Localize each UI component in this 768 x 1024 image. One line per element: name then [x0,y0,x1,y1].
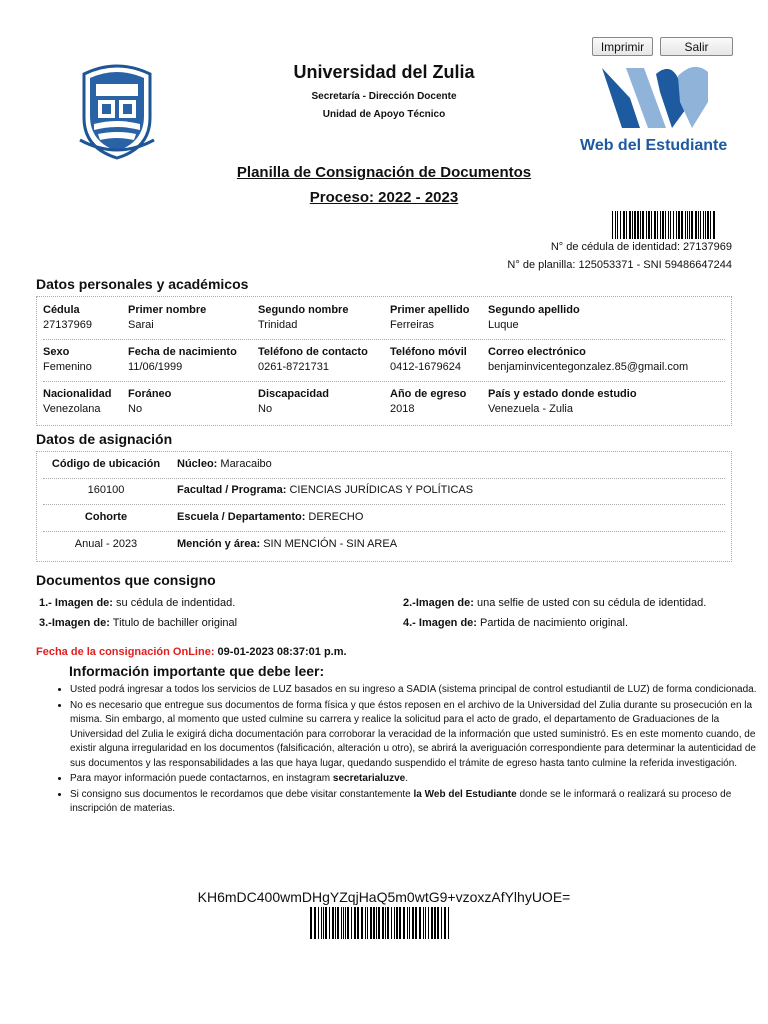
field-value: Maracaibo [217,458,272,470]
field-label: Mención y área: [177,538,261,550]
barcode-bar [695,211,697,239]
field-label: Fecha de nacimiento [128,346,237,358]
personal-field [128,346,237,373]
barcode-bar [354,907,356,939]
field-label: Discapacidad [258,388,329,400]
barcode-bar [318,907,319,939]
field-value: Venezuela - Zulia [488,403,573,415]
barcode-bar [665,211,666,239]
assignment-left: Anual - 2023 [74,538,138,550]
field-label: Escuela / Departamento: [177,511,306,523]
barcode-bar [365,907,366,939]
personal-field [258,346,368,373]
field-label: Nacionalidad [43,388,112,400]
barcode-bar [423,907,424,939]
barcode-bar [407,907,408,939]
personal-field [258,304,348,331]
barcode-bar [428,907,429,939]
barcode-bar [646,211,647,239]
personal-field [390,346,467,373]
barcode-bar [382,907,384,939]
field-value: Venezolana [43,403,101,415]
info-item: • Usted podrá ingresar a todos los servicios de LUZ basados en su ingreso a SADIA (sistema principal de control estudiantil de LUZ) de forma condicionada. [70,683,760,698]
barcode-bar [415,907,417,939]
barcode-bar [689,211,690,239]
consignment-date-value: 09-01-2023 08:37:01 p.m. [217,646,347,658]
document-item [403,617,628,629]
barcode-bar [687,211,688,239]
barcode-bar [391,907,392,939]
barcode-bar [373,907,375,939]
document-label: 3.-Imagen de: [39,617,110,629]
barcode-bar [632,211,633,239]
barcode-bar [357,907,359,939]
document-item [39,597,235,609]
document-item [39,617,237,629]
web-del-estudiante-logo [596,62,726,134]
field-value: Luque [488,319,519,331]
barcode-bar [376,907,377,939]
barcode-bar [713,211,715,239]
barcode-bar [370,907,372,939]
personal-field [488,388,637,415]
header-line-1: Secretaría - Dirección Docente [311,91,457,102]
assignment-field [177,458,272,470]
barcode-bar [654,211,656,239]
field-value: 0261-8721731 [258,361,329,373]
barcode-bar [637,211,639,239]
barcode-bar [323,907,324,939]
barcode-bar [325,907,327,939]
barcode-bar [444,907,446,939]
bottom-barcode [310,907,458,939]
barcode-bar [337,907,339,939]
assignment-left: 160100 [87,484,125,496]
barcode-bar [620,211,621,239]
barcode-bar [678,211,680,239]
field-label: Primer nombre [128,304,207,316]
assignment-heading: Datos de asignación [36,431,173,447]
personal-field [128,388,171,415]
consignment-date-label: Fecha de la consignación OnLine: [36,646,215,658]
personal-field [488,304,580,331]
barcode-bar [700,211,701,239]
field-value: Ferreiras [390,319,435,331]
barcode-bar [314,907,316,939]
field-value: 11/06/1999 [128,361,183,373]
field-label: Foráneo [128,388,172,400]
barcode-bar [681,211,683,239]
barcode-bar [367,907,368,939]
barcode-bar [640,211,641,239]
field-value: No [128,403,143,415]
barcode-bar [310,907,312,939]
barcode-bar [691,211,693,239]
print-button[interactable]: Imprimir [592,37,653,56]
info-item: • No es necesario que entregue sus documentos de forma física y que éstos reposen en el archivo de la Universidad del Zulia durante su prosecución en la misma. Sin embargo, al momento que usted culmine su carrera y realice la solicitud para el acto de grado, el departamento de Graduaciones de la Universidad del Zulia le exigirá dicha documentación para corroborar la veracidad de la información que usted suministró. Es en este momento cuando, de existir alguna irregularidad en los documentos (falsificación, alteración u otro), se abrirá la averiguación correspondiente para determinar la autenticidad de sus documentos y las responsabilidades a las que haya lugar, quedando suspendido el trámite de egreso hasta tanto culmine la referida investigación. [70,699,760,772]
barcode-bar [634,211,636,239]
personal-field [258,388,329,415]
barcode-bar [707,211,709,239]
personal-field [43,388,111,415]
barcode-bar [345,907,346,939]
barcode-bar [343,907,344,939]
barcode-bar [347,907,349,939]
document-value: Titulo de bachiller original [109,617,238,629]
field-value: DERECHO [305,511,364,523]
assignment-left: Cohorte [84,511,128,523]
document-value: su cédula de indentidad. [112,597,236,609]
barcode-bar [378,907,380,939]
personal-field [390,388,466,415]
document-label: 2.-Imagen de: [403,597,474,609]
barcode-bar [394,907,395,939]
field-label: Año de egreso [390,388,467,400]
barcode-bar [403,907,405,939]
assignment-field [177,511,363,523]
barcode-bar [399,907,401,939]
barcode-bar [657,211,658,239]
info-item: • Para mayor información puede contactarnos, en instagram secretarialuzve. [70,772,760,787]
assignment-left: Código de ubicación [51,458,161,470]
barcode-bar [676,211,677,239]
field-value: benjaminvicentegonzalez.85@gmail.com [488,361,689,373]
barcode-bar [396,907,398,939]
barcode-bar [623,211,625,239]
barcode-bar [431,907,433,939]
document-value: una selfie de usted con su cédula de identidad. [473,597,707,609]
field-value: CIENCIAS JURÍDICAS Y POLÍTICAS [286,484,474,496]
info-item-emphasis: secretarialuzve [332,773,406,784]
barcode-bar [425,907,426,939]
field-value: Femenino [43,361,92,373]
field-label: Sexo [43,346,70,358]
barcode-bar [629,211,631,239]
field-label: Correo electrónico [488,346,586,358]
field-label: Facultad / Programa: [177,484,287,496]
barcode-bar [412,907,414,939]
barcode-bar [387,907,389,939]
barcode-bar [612,211,613,239]
barcode-bar [321,907,322,939]
barcode-bar [617,211,618,239]
top-barcode [612,211,732,239]
barcode-bar [615,211,616,239]
consignment-date [36,646,347,658]
barcode-bar [705,211,706,239]
documents-heading: Documentos que consigno [36,572,216,588]
barcode-bar [329,907,330,939]
personal-field [128,304,206,331]
barcode-bar [642,211,644,239]
field-value: 0412-1679624 [390,361,461,373]
info-heading: Información importante que debe leer: [69,663,325,679]
document-item [403,597,706,609]
field-value: 27137969 [43,319,92,331]
field-label: Segundo apellido [488,304,580,316]
header-line-2: Unidad de Apoyo Técnico [322,109,446,120]
barcode-bar [434,907,436,939]
barcode-bar [710,211,711,239]
field-value: Sarai [128,319,154,331]
field-value: SIN MENCIÓN - SIN AREA [260,538,398,550]
barcode-bar [626,211,627,239]
personal-field [488,346,688,373]
barcode-bar [441,907,442,939]
field-label: País y estado donde estudio [488,388,637,400]
field-label: Teléfono de contacto [258,346,368,358]
assignment-field [177,538,397,550]
barcode-bar [361,907,363,939]
barcode-bar [419,907,421,939]
personal-field [43,304,92,331]
barcode-bar [335,907,336,939]
field-value: Trinidad [258,319,298,331]
planilla-number: N° de planilla: 125053371 - SNI 59486647244 [507,259,732,271]
barcode-bar [651,211,652,239]
info-list [52,683,760,818]
field-label: Teléfono móvil [390,346,467,358]
document-label: 4.- Imagen de: [403,617,477,629]
info-item: • Si consigno sus documentos le recordamos que debe visitar constantemente la Web del Estudiante donde se le informará o realizará su proceso de inscripción de materias. [70,788,760,817]
exit-button[interactable]: Salir [660,37,733,56]
personal-heading: Datos personales y académicos [36,276,249,292]
field-label: Segundo nombre [258,304,349,316]
barcode-bar [332,907,334,939]
field-label: Cédula [43,304,80,316]
field-value: No [258,403,273,415]
document-label: 1.- Imagen de: [39,597,113,609]
barcode-bar [341,907,342,939]
barcode-bar [698,211,699,239]
barcode-bar [437,907,439,939]
field-value: 2018 [390,403,415,415]
barcode-bar [385,907,386,939]
info-item-emphasis: la Web del Estudiante [413,788,517,800]
personal-field [43,346,92,373]
barcode-bar [448,907,449,939]
doc-process: Proceso: 2022 - 2023 [309,189,459,206]
personal-field [390,304,469,331]
field-label: Primer apellido [390,304,470,316]
verification-code: KH6mDC400wmDHgYZqjHaQ5m0wtG9+vzoxzAfYlhyUOE= [197,889,571,905]
document-value: Partida de nacimiento original. [476,617,628,629]
barcode-bar [660,211,661,239]
field-label: Núcleo: [177,458,218,470]
barcode-bar [662,211,664,239]
assignment-field [177,484,473,496]
barcode-bar [703,211,704,239]
cedula-number: N° de cédula de identidad: 27137969 [550,241,732,253]
barcode-bar [351,907,352,939]
barcode-bar [673,211,674,239]
university-name: Universidad del Zulia [293,62,475,82]
brand-name: Web del Estudiante [580,137,728,154]
barcode-bar [648,211,650,239]
doc-title: Planilla de Consignación de Documentos [236,164,532,181]
barcode-bar [685,211,686,239]
barcode-bar [409,907,410,939]
barcode-bar [668,211,669,239]
barcode-bar [670,211,671,239]
